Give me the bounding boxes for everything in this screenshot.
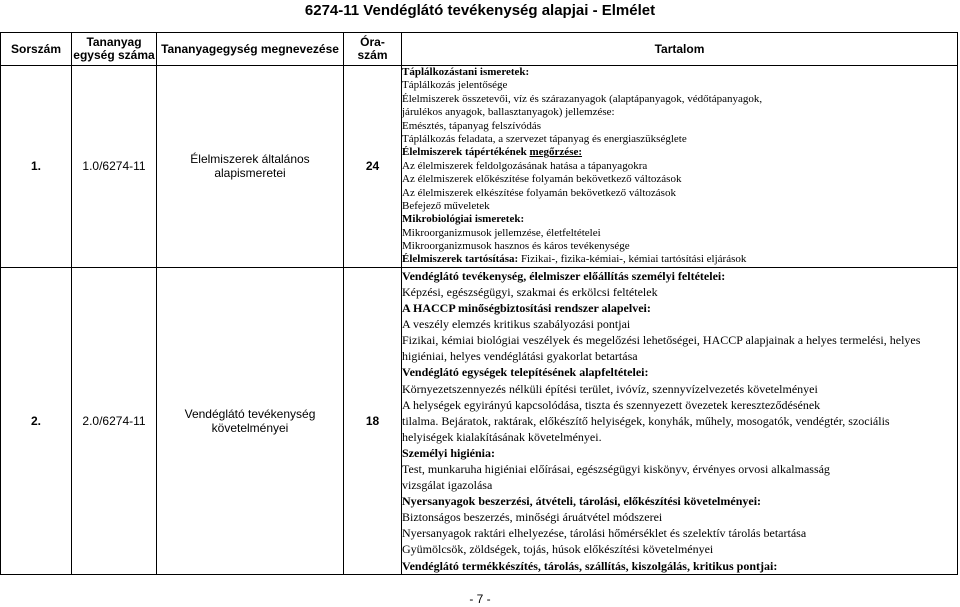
cell-tartalom [402,66,958,268]
content-line: higiéniai, helyes vendéglátási gyakorlat betartása [402,349,638,364]
content-line: Képzési, egészségügyi, szakmai és erkölcsi feltételek [402,284,658,299]
cell-megnevezes [157,66,344,268]
content-heading [402,364,957,380]
megnevezes-line-2: alapismeretei [214,166,286,181]
header-sorszam: Sorszám [1,33,72,66]
content-heading-text: Vendéglátó egységek telepítésének alapfeltételei: [402,365,649,380]
content-heading-text: Táplálkozástani ismeretek: [402,66,530,78]
content-line: Az élelmiszerek előkészítése folyamán bekövetkező változások [402,173,682,186]
content-line: járulékos anyagok, ballasztanyagok) jellemzése: [402,106,615,119]
content-line: Nyersanyagok raktári elhelyezése, tárolási hőmérséklet és szelektív tárolás betartása [402,526,807,541]
content-heading-part: Élelmiszerek tápértékének [402,146,530,159]
table-row [1,66,958,268]
content-line: Mikroorganizmusok hasznos és káros tevékenysége [402,240,630,253]
content-heading-text: Mikrobiológiai ismeretek: [402,213,525,226]
content-heading-text: Vendéglátó termékkészítés, tárolás, szállítás, kiszolgálás, kritikus pontjai: [402,558,778,573]
content-heading [402,146,957,159]
cell-egyseg: 1.0/6274-11 [72,66,157,268]
content-heading [402,213,957,226]
content-line-text: Fizikai-, fizika-kémiai-, kémiai tartósítási eljárások [520,253,747,266]
content-line: Mikroorganizmusok jellemzése, életfeltételei [402,226,601,239]
megnevezes-line-2: követelményei [211,420,289,435]
content-line: Táplálkozás jelentősége [402,79,508,92]
content-heading [402,253,957,266]
content-line: helyiségek kialakításának követelményei. [402,429,602,444]
content-line: Környezetszennyezés nélküli építési terület, ivóvíz, szennyvízelvezetés követelményei [402,381,818,396]
header-oraszam [344,33,402,66]
header-tananyag-egyseg [72,33,157,66]
content-line: Az élelmiszerek elkészítése folyamán bekövetkező változások [402,186,676,199]
megnevezes-line-1: Vendéglátó tevékenység [184,406,316,421]
header-oraszam-line-1: Óra- [360,35,385,49]
cell-sorszam: 1. [1,66,72,268]
content-heading [402,493,957,509]
cell-sorszam: 2. [1,267,72,574]
content-heading [402,558,957,574]
cell-tartalom [402,267,958,574]
cell-egyseg: 2.0/6274-11 [72,267,157,574]
header-oraszam-line-2: szám [357,48,388,62]
table-row [1,267,958,574]
megnevezes-line-1: Élelmiszerek általános [190,152,310,167]
content-heading [402,300,957,316]
content-line: tilalma. Bejáratok, raktárak, előkészítő helyiségek, konyhák, műhely, mosogatók, vendégtér, szociális [402,413,890,428]
content-line: Befejező műveletek [402,199,490,212]
content-heading-text: Vendéglátó tevékenység, élelmiszer előállítás személyi feltételei: [402,268,726,283]
content-line: Táplálkozás feladata, a szervezet tápanyag és energiaszükséglete [402,132,687,145]
content-line: Emésztés, tápanyag felszívódás [402,119,541,132]
header-megnevezes: Tananyagegység megnevezése [157,33,344,66]
content-heading [402,268,957,284]
page-title: 6274-11 Vendéglátó tevékenység alapjai - Elmélet [304,2,656,19]
content-line: Fizikai, kémiai biológiai veszélyek és megelőzési lehetőségei, HACCP alapjainak a helyes termelési, helyes [402,333,921,348]
content-heading-text: Nyersanyagok beszerzési, átvételi, tárolási, előkészítési követelményei: [402,494,762,509]
header-tananyag-line-2: egység száma [73,48,155,62]
content-line: vizsgálat igazolása [402,478,493,493]
content-line: A veszély elemzés kritikus szabályozási pontjai [402,317,631,332]
content-line: Biztonságos beszerzés, minőségi áruátvétel módszerei [402,510,663,525]
content-line: A helységek egyirányú kapcsolódása, tiszta és szennyezett övezetek kereszteződésének [402,397,821,412]
content-heading-text: Élelmiszerek tartósítása: [402,253,519,266]
header-row [1,33,958,66]
content-heading-underlined: megőrzése: [529,146,583,159]
cell-megnevezes [157,267,344,574]
header-tananyag-line-1: Tananyag [86,35,142,49]
content-heading-text [402,146,582,158]
content-heading [402,445,957,461]
syllabus-table [0,32,958,575]
cell-oraszam: 18 [344,267,402,574]
cell-oraszam: 24 [344,66,402,268]
content-heading-text: A HACCP minőségbiztosítási rendszer alapelvei: [402,301,651,316]
header-tartalom: Tartalom [402,33,958,66]
content-heading-text: Személyi higiénia: [402,445,495,460]
content-line: Az élelmiszerek feldolgozásának hatása a tápanyagokra [402,159,648,172]
page-number: - 7 - [469,592,491,606]
content-line: Gyümölcsök, zöldségek, tojás, húsok előkészítési követelményei [402,542,714,557]
content-line: Élelmiszerek összetevői, víz és szárazanyagok (alaptápanyagok, védőtápanyagok, [402,92,763,105]
content-line: Test, munkaruha higiéniai előírásai, egészségügyi kiskönyv, érvényes orvosi alkalmasság [402,461,830,476]
content-heading [402,66,957,79]
